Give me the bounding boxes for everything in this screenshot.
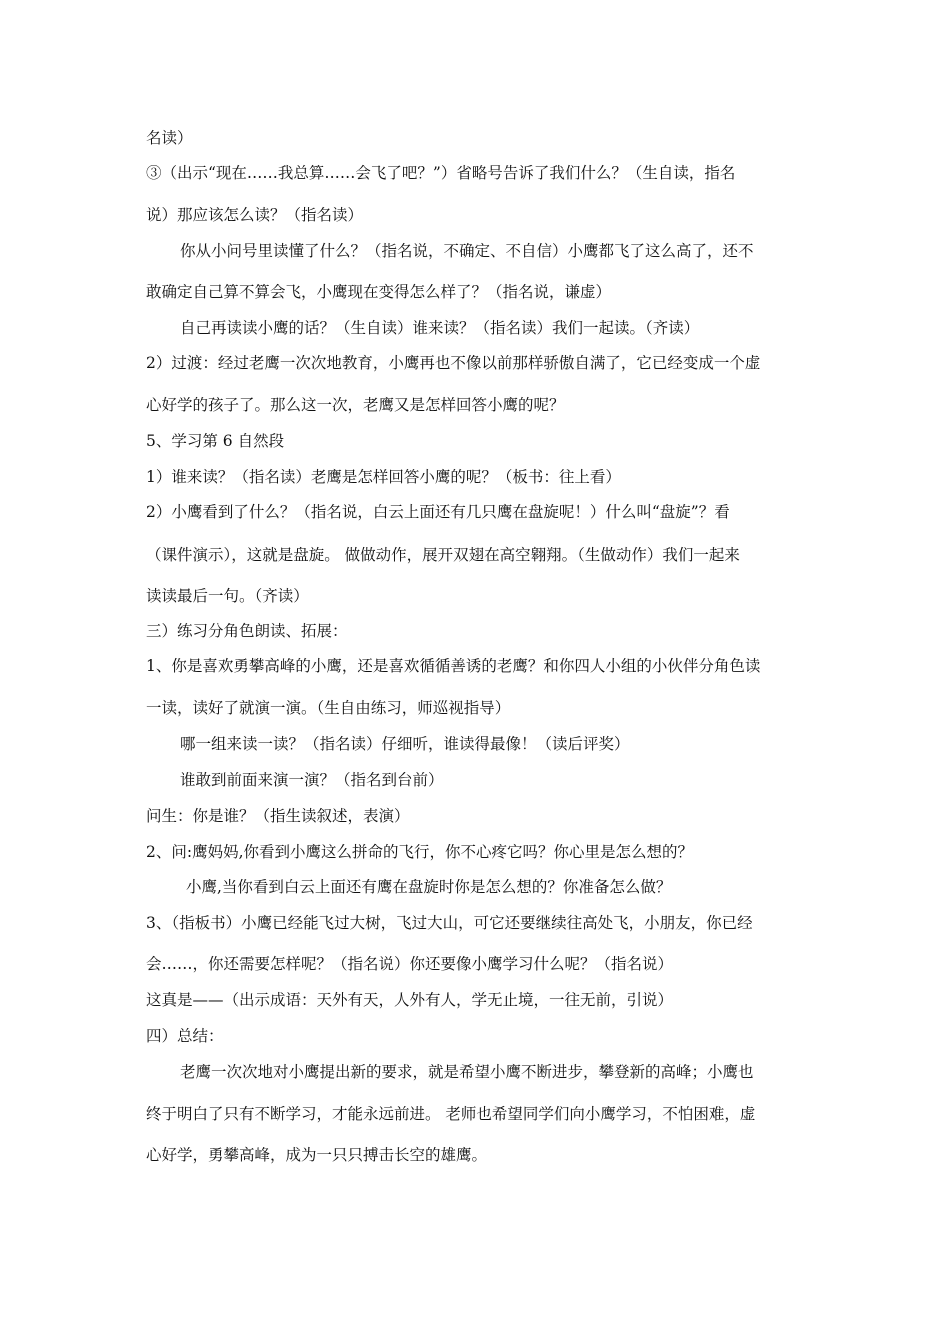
text-line: 读读最后一句。（齐读）	[146, 587, 309, 605]
text-line: 一读，读好了就演一演。（生自由练习，师巡视指导）	[146, 699, 511, 717]
text-line: 会……，你还需要怎样呢？（指名说）你还要像小鹰学习什么呢？（指名说）	[146, 955, 674, 973]
text-line: 谁敢到前面来演一演？（指名到台前）	[180, 771, 444, 789]
section-heading: 四）总结：	[146, 1027, 224, 1045]
text-line: 2）过渡：经过老鹰一次次地教育，小鹰再也不像以前那样骄傲自满了，它已经变成一个虚	[146, 354, 761, 372]
text-line: 2）小鹰看到了什么？（指名说，白云上面还有几只鹰在盘旋呢！）什么叫“盘旋”？看	[146, 503, 730, 521]
text-line: 说）那应该怎么读？（指名读）	[146, 206, 364, 224]
text-line: ③（出示“现在……我总算……会飞了吧？”）省略号告诉了我们什么？（生自读，指名	[146, 164, 736, 182]
section-heading: 5、学习第 6 自然段	[146, 432, 285, 450]
text-line: 1）谁来读？（指名读）老鹰是怎样回答小鹰的呢？（板书：往上看）	[146, 468, 621, 486]
text-line: 小鹰,当你看到白云上面还有鹰在盘旋时你是怎么想的？你准备怎么做？	[186, 878, 672, 896]
text-line: （课件演示），这就是盘旋。 做做动作，展开双翅在高空翱翔。（生做动作）我们一起来	[146, 546, 740, 564]
text-line: 名读）	[146, 129, 193, 147]
text-line: 你从小问号里读懂了什么？（指名说，不确定、不自信）小鹰都飞了这么高了，还不	[180, 242, 754, 260]
text-line: 3、（指板书）小鹰已经能飞过大树，飞过大山，可它还要继续往高处飞，小朋友，你已经	[146, 914, 753, 932]
text-line: 这真是——（出示成语：天外有天，人外有人，学无止境，一往无前，引说）	[146, 991, 674, 1009]
text-line: 终于明白了只有不断学习，才能永远前进。 老师也希望同学们向小鹰学习，不怕困难，虚	[146, 1105, 756, 1123]
text-line: 问生：你是谁？（指生读叙述，表演）	[146, 807, 410, 825]
text-line: 自己再读读小鹰的话？（生自读）谁来读？（指名读）我们一起读。（齐读）	[180, 319, 700, 337]
text-line: 哪一组来读一读？（指名读）仔细听，谁读得最像！（读后评奖）	[180, 735, 630, 753]
text-line: 心好学，勇攀高峰，成为一只只搏击长空的雄鹰。	[146, 1146, 488, 1164]
text-line: 敢确定自己算不算会飞，小鹰现在变得怎么样了？（指名说，谦虚）	[146, 283, 612, 301]
text-line: 1、你是喜欢勇攀高峰的小鹰，还是喜欢循循善诱的老鹰？和你四人小组的小伙伴分角色读	[146, 657, 761, 675]
text-line: 心好学的孩子了。那么这一次，老鹰又是怎样回答小鹰的呢？	[146, 396, 565, 414]
text-line: 2、问:鹰妈妈,你看到小鹰这么拼命的飞行，你不心疼它吗？你心里是怎么想的？	[146, 843, 694, 861]
section-heading: 三）练习分角色朗读、拓展：	[146, 622, 348, 640]
text-line: 老鹰一次次地对小鹰提出新的要求，就是希望小鹰不断进步，攀登新的高峰；小鹰也	[180, 1063, 754, 1081]
